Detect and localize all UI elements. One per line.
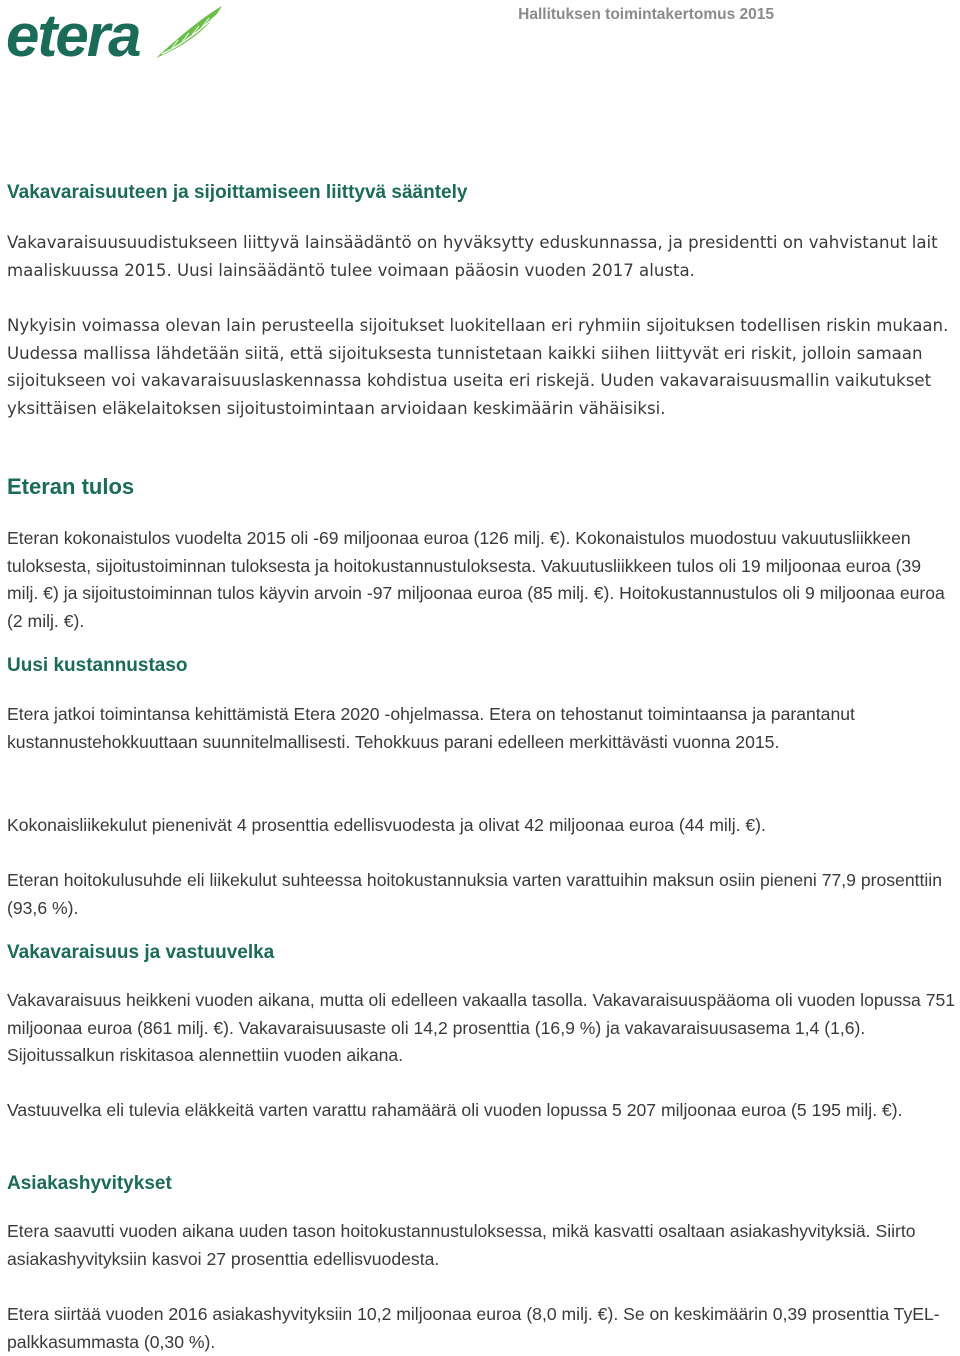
paragraph-bonuses-1: Etera saavutti vuoden aikana uuden tason hoitokustannustuloksessa, mikä kasvatti osaltaan asiakashyvityksiä. Siirto asiakashyvityksiin kasvoi 27 prosenttia edellisvuodesta. — [7, 1221, 916, 1269]
heading-solvency: Vakavaraisuus ja vastuuvelka — [7, 942, 275, 963]
heading-regulation: Vakavaraisuuteen ja sijoittamiseen liittyvä sääntely — [7, 182, 468, 203]
paragraph-regulation-2: Nykyisin voimassa olevan lain perusteella sijoitukset luokitellaan eri ryhmiin sijoituksen todellisen riskin mukaan. Uudessa mallissa lähdetään siitä, että sijoituksesta tunnistetaan kaikki siihen liittyvät eri riskit, jolloin samaan sijoitukseen voi vakavaraisuuslaskennassa kohdistua useita eri riskejä. Uuden vakavaraisuusmallin vaikutukset yksittäisen eläkelaitoksen sijoitustoimintaan arvioidaan keskimäärin vähäisiksi. — [7, 316, 949, 418]
heading-costs: Uusi kustannustaso — [7, 655, 188, 676]
paragraph-regulation-1: Vakavaraisuusuudistukseen liittyvä lainsäädäntö on hyväksytty eduskunnassa, ja presidentti on vahvistanut lait maaliskuussa 2015. Uusi lainsäädäntö tulee voimaan pääosin vuoden 2017 alusta. — [7, 233, 938, 280]
logo-wordmark: etera — [6, 2, 140, 64]
document-title: Hallituksen toimintakertomus 2015 — [518, 6, 774, 23]
paragraph-solvency-1: Vakavaraisuus heikkeni vuoden aikana, mutta oli edelleen vakaalla tasolla. Vakavaraisuuspääoma oli vuoden lopussa 751 miljoonaa euroa (861 milj. €). Vakavaraisuusaste oli 14,2 prosenttia (16,9 %) ja vakavaraisuusasema 1,4 (1,6). Sijoitussalkun riskitasoa alennettiin vuoden aikana. — [7, 990, 956, 1065]
paragraph-costs-2: Kokonaisliikekulut pienenivät 4 prosenttia edellisvuodesta ja olivat 42 miljoonaa euroa (44 milj. €). — [7, 815, 766, 835]
paragraph-result-1: Eteran kokonaistulos vuodelta 2015 oli -69 miljoonaa euroa (126 milj. €). Kokonaistulos muodostuu vakuutusliikkeen tuloksesta, sijoitustoiminnan tuloksesta ja hoitokustannustuloksesta. Vakuutusliikkeen tulos oli 19 miljoonaa euroa (39 milj. €) ja sijoitustoiminnan tulos käyvin arvoin -97 miljoonaa euroa (85 milj. €). Hoitokustannustulos oli 9 miljoonaa euroa (2 milj. €). — [7, 528, 945, 631]
paragraph-solvency-2: Vastuuvelka eli tulevia eläkkeitä varten varattu rahamäärä oli vuoden lopussa 5 207 miljoonaa euroa (5 195 milj. €). — [7, 1100, 903, 1120]
etera-logo — [6, 2, 224, 64]
paragraph-costs-3: Eteran hoitokulusuhde eli liikekulut suhteessa hoitokustannuksia varten varattuihin maksun osiin pieneni 77,9 prosenttiin (93,6 %). — [7, 870, 942, 918]
paragraph-bonuses-2: Etera siirtää vuoden 2016 asiakashyvityksiin 10,2 miljoonaa euroa (8,0 milj. €). Se on keskimäärin 0,39 prosenttia TyEL-palkkasummasta (0,30 %). — [7, 1304, 940, 1352]
heading-result: Eteran tulos — [7, 474, 135, 499]
heading-customer-bonuses: Asiakashyvitykset — [7, 1173, 172, 1194]
leaf-icon — [156, 6, 222, 58]
paragraph-costs-1: Etera jatkoi toimintansa kehittämistä Etera 2020 -ohjelmassa. Etera on tehostanut toimintaansa ja parantanut kustannustehokkuuttaan suunnitelmallisesti. Tehokkuus parani edelleen merkittävästi vuonna 2015. — [7, 704, 855, 752]
